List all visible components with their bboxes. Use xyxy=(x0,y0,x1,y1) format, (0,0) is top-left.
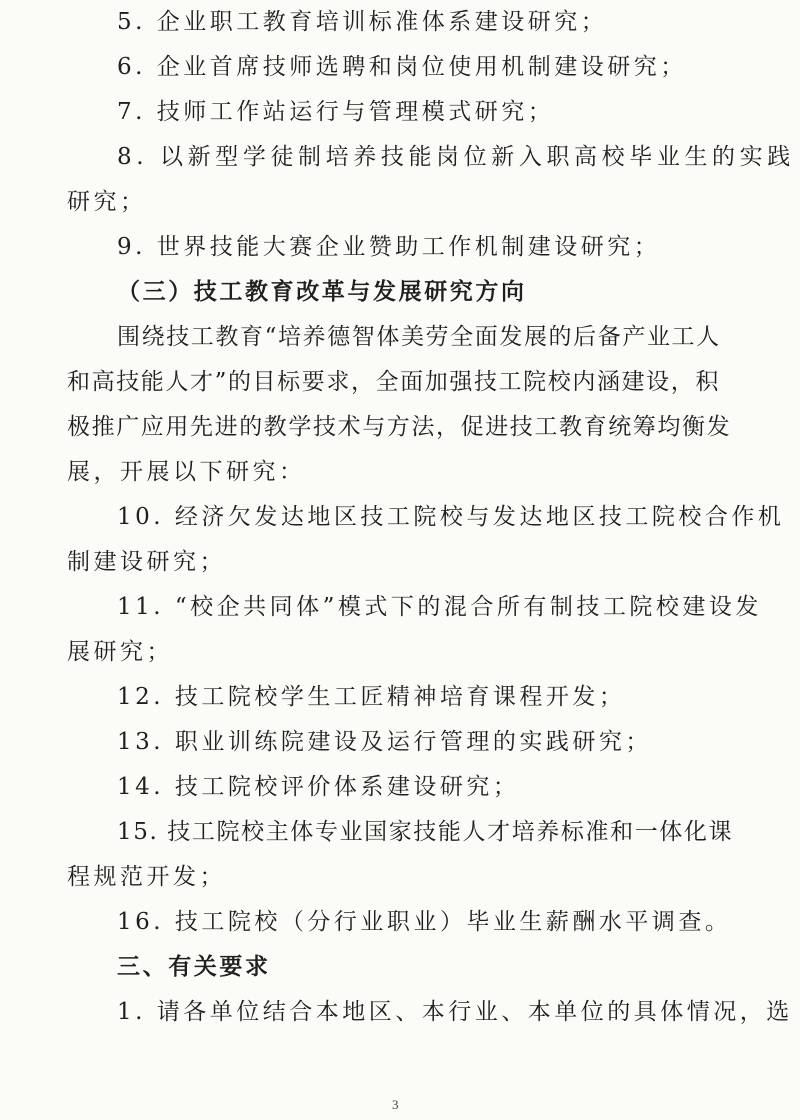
paragraph-line-2: 和高技能人才”的目标要求，全面加强技工院校内涵建设，积 xyxy=(67,369,720,395)
list-item-9: 9. 世界技能大赛企业赞助工作机制建设研究； xyxy=(117,234,661,260)
paragraph-line-1: 围绕技工教育“培养德智体美劳全面发展的后备产业工人 xyxy=(117,324,721,350)
list-item-8-line-2: 研究； xyxy=(67,189,147,215)
section-heading: （三）技工教育改革与发展研究方向 xyxy=(117,279,527,305)
paragraph-line-3: 极推广应用先进的教学技术与方法，促进技工教育统筹均衡发 xyxy=(67,414,732,440)
list-item-12: 12. 技工院校学生工匠精神培育课程开发； xyxy=(117,684,626,710)
page-number: 3 xyxy=(392,1097,399,1112)
list-item-6: 6. 企业首席技师选聘和岗位使用机制建设研究； xyxy=(117,54,687,80)
list-item-16: 16. 技工院校（分行业职业）毕业生薪酬水平调查。 xyxy=(117,909,732,935)
list-item-10-line-2: 制建设研究； xyxy=(67,549,226,575)
paragraph-line-4: 展，开展以下研究： xyxy=(67,459,306,485)
list-item-13: 13. 职业训练院建设及运行管理的实践研究； xyxy=(117,729,652,755)
list-item-7: 7. 技师工作站运行与管理模式研究； xyxy=(117,99,555,125)
list-item-10-line-1: 10. 经济欠发达地区技工院校与发达地区技工院校合作机 xyxy=(117,504,785,530)
list-item-11-line-2: 展研究； xyxy=(67,639,173,665)
list-item-5: 5. 企业职工教育培训标准体系建设研究； xyxy=(117,9,608,35)
list-item-15-line-2: 程规范开发； xyxy=(67,864,226,890)
requirement-item-1: 1. 请各单位结合本地区、本行业、本单位的具体情况，选 xyxy=(117,999,793,1025)
requirements-heading: 三、有关要求 xyxy=(117,954,271,980)
list-item-14: 14. 技工院校评价体系建设研究； xyxy=(117,774,520,800)
list-item-15-line-1: 15. 技工院校主体专业国家技能人才培养标准和一体化课 xyxy=(117,819,734,845)
list-item-11-line-1: 11. “校企共同体”模式下的混合所有制技工院校建设发 xyxy=(117,594,762,620)
list-item-8-line-1: 8. 以新型学徒制培养技能岗位新入职高校毕业生的实践 xyxy=(117,144,795,170)
